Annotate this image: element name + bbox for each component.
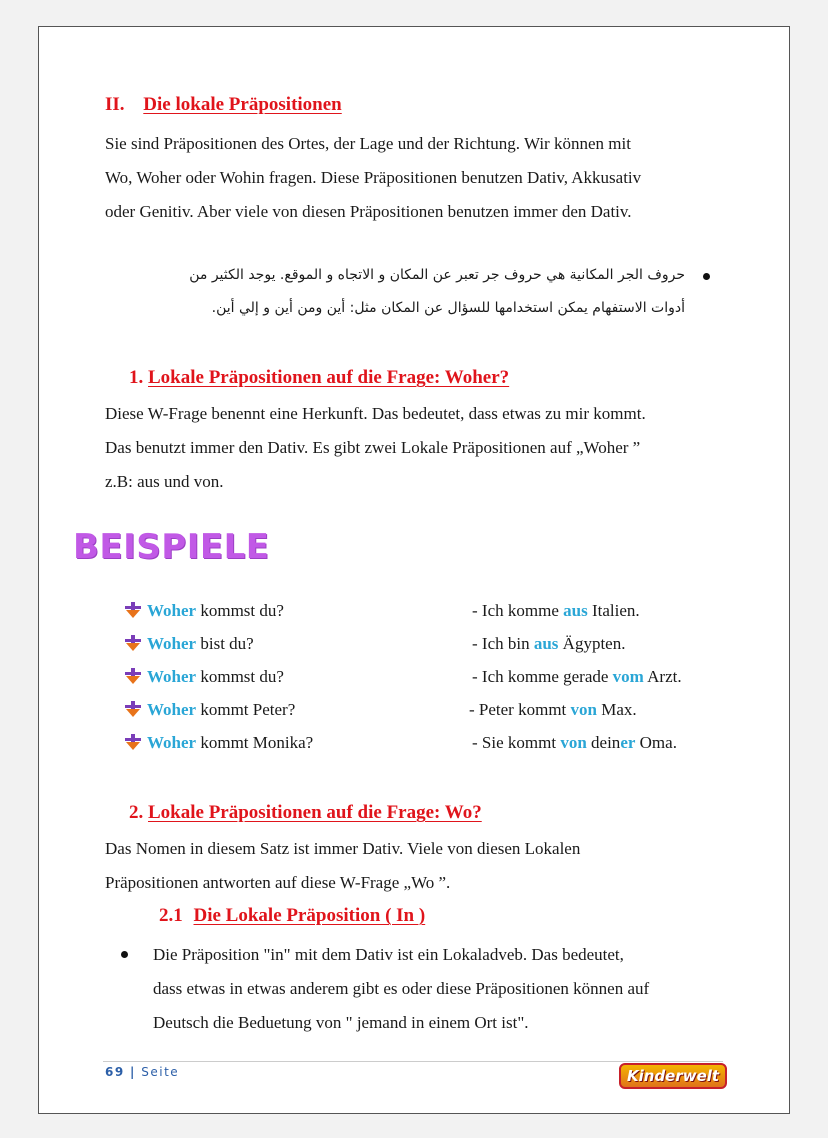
text-line: Präpositionen antworten auf diese W-Frage „Wo ”.: [105, 873, 451, 892]
answer-text: - Ich komme: [472, 601, 564, 620]
answer-text: - Ich bin: [472, 634, 534, 653]
subsection-text-wo: [105, 832, 775, 900]
bullet-icon: [703, 273, 710, 280]
answer-text: Italien.: [587, 601, 640, 620]
subsection-heading-wo: [129, 802, 482, 824]
arrow-down-icon: [125, 701, 141, 717]
answer-keyword: aus: [533, 634, 559, 653]
document-page: [38, 26, 790, 1114]
answer-keyword: von: [570, 700, 597, 719]
question-rest: kommst du?: [196, 601, 284, 620]
example-answer: [472, 601, 640, 621]
example-question: [125, 634, 254, 654]
text-line: Wo, Woher oder Wohin fragen. Diese Präpositionen benutzen Dativ, Akkusativ: [105, 168, 642, 187]
answer-text: Arzt.: [643, 667, 682, 686]
answer-keyword: aus: [563, 601, 588, 620]
footer-divider: [103, 1061, 723, 1062]
question-keyword: Woher: [147, 733, 197, 752]
subsection-text-woher: [105, 397, 775, 499]
subsection-title: Lokale Präpositionen auf die Frage: Wo?: [148, 802, 482, 823]
footer-separator: |: [130, 1065, 136, 1079]
subsection-title: Die Lokale Präposition ( In ): [193, 905, 426, 926]
example-answer: [472, 733, 677, 753]
subsection-heading-in: [159, 905, 425, 927]
question-rest: kommt Monika?: [196, 733, 314, 752]
arrow-down-icon: [125, 668, 141, 684]
example-question: [125, 601, 284, 621]
kinderwelt-logo: Kinderwelt: [619, 1063, 727, 1089]
question-keyword: Woher: [147, 700, 197, 719]
answer-text: dein: [586, 733, 621, 752]
answer-text: - Ich komme gerade: [472, 667, 613, 686]
subsection-text-in: [153, 938, 773, 1040]
question-keyword: Woher: [147, 667, 197, 686]
question-rest: kommst du?: [196, 667, 284, 686]
text-line: Das benutzt immer den Dativ. Es gibt zwei Lokale Präpositionen auf „Woher ”: [105, 438, 641, 457]
example-answer: [472, 634, 625, 654]
subsection-number: 2.: [129, 802, 144, 823]
text-line: dass etwas in etwas anderem gibt es oder diese Präpositionen können auf: [153, 979, 650, 998]
arabic-line: حروف الجر المكانية هي حروف جر تعبر عن المكان و الاتجاه و الموقع. يوجد الكثير من: [189, 267, 685, 283]
text-line: Deutsch die Beduetung von " jemand in einem Ort ist".: [153, 1013, 529, 1032]
text-line: Diese W-Frage benennt eine Herkunft. Das bedeutet, dass etwas zu mir kommt.: [105, 404, 646, 423]
page-number: 69: [105, 1065, 125, 1079]
answer-text: Max.: [596, 700, 637, 719]
text-line: Sie sind Präpositionen des Ortes, der Lage und der Richtung. Wir können mit: [105, 134, 631, 153]
example-question: [125, 700, 295, 720]
beispiele-title: BEISPIELE: [73, 527, 270, 567]
answer-keyword: von: [560, 733, 587, 752]
page-footer: [105, 1065, 179, 1079]
text-line: z.B: aus und von.: [105, 472, 224, 491]
bullet-icon: [121, 951, 128, 958]
answer-keyword: vom: [612, 667, 644, 686]
example-answer: [469, 700, 637, 720]
answer-text: Ägypten.: [558, 634, 626, 653]
subsection-heading-woher: [129, 367, 509, 389]
question-rest: bist du?: [196, 634, 254, 653]
answer-text: Oma.: [635, 733, 677, 752]
text-line: oder Genitiv. Aber viele von diesen Präpositionen benutzen immer den Dativ.: [105, 202, 632, 221]
section-heading: [105, 94, 342, 116]
arrow-down-icon: [125, 602, 141, 618]
page-word: Seite: [141, 1065, 180, 1079]
subsection-title: Lokale Präpositionen auf die Frage: Woher?: [148, 367, 510, 388]
question-rest: kommt Peter?: [196, 700, 296, 719]
arrow-down-icon: [125, 734, 141, 750]
example-answer: [472, 667, 682, 687]
arabic-note: [129, 259, 685, 325]
arabic-line: أدوات الاستفهام يمكن استخدامها للسؤال عن المكان مثل: أين ومن أين و إلي أين.: [211, 300, 685, 316]
subsection-number: 2.1: [159, 905, 183, 926]
arrow-down-icon: [125, 635, 141, 651]
subsection-number: 1.: [129, 367, 144, 388]
section-number: II.: [105, 94, 125, 115]
answer-text: - Sie kommt: [472, 733, 561, 752]
answer-keyword: er: [620, 733, 636, 752]
example-question: [125, 667, 284, 687]
section-intro: [105, 127, 765, 229]
section-title: Die lokale Präpositionen: [143, 94, 342, 115]
text-line: Das Nomen in diesem Satz ist immer Dativ. Viele von diesen Lokalen: [105, 839, 581, 858]
question-keyword: Woher: [147, 634, 197, 653]
text-line: Die Präposition "in" mit dem Dativ ist ein Lokaladveb. Das bedeutet,: [153, 945, 624, 964]
question-keyword: Woher: [147, 601, 197, 620]
example-question: [125, 733, 313, 753]
answer-text: - Peter kommt: [469, 700, 571, 719]
